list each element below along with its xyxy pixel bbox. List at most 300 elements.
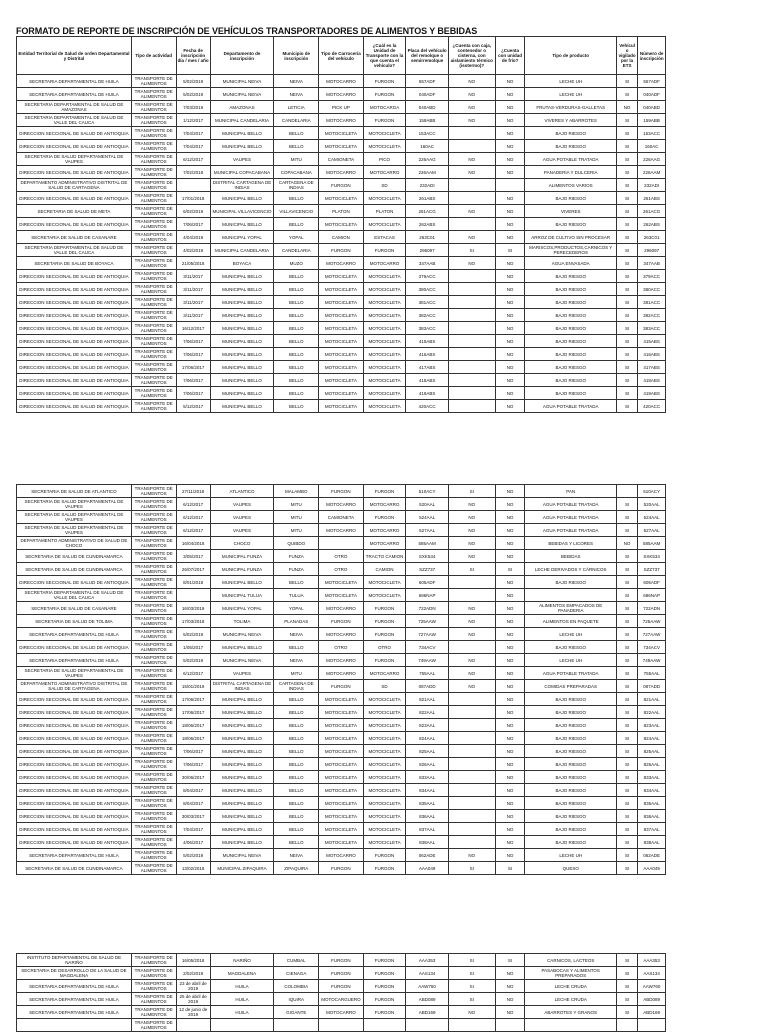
- table-cell: LECHE CRUDA: [525, 993, 616, 1006]
- table-cell: SI: [448, 563, 495, 576]
- table-cell: SI: [495, 954, 525, 967]
- table-cell: SI: [616, 335, 637, 348]
- table-cell: 159ABB: [406, 114, 449, 127]
- table-cell: AGUA POTABLE TRATADA: [525, 400, 616, 413]
- table-cell: TRANSPORTE DE ALIMENTOS: [131, 537, 176, 550]
- table-cell: TRANSPORTE DE ALIMENTOS: [131, 732, 176, 745]
- table-cell: NO: [495, 231, 525, 244]
- table-row: [17, 771, 666, 784]
- table-cell: 16/12/2017: [176, 322, 210, 335]
- table-cell: SI: [616, 244, 637, 257]
- table-cell: [448, 706, 495, 719]
- table-row: [17, 498, 666, 511]
- table-cell: BAJO RIESGO: [525, 641, 616, 654]
- table-cell: TRANSPORTE DE ALIMENTOS: [131, 849, 176, 862]
- table-row: [17, 218, 666, 231]
- table-row: [17, 849, 666, 862]
- table-cell: 16/03/2019: [176, 602, 210, 615]
- table-cell: NO: [495, 114, 525, 127]
- table-cell: 835AAL: [406, 797, 449, 810]
- table-cell: MOTOCARRO: [319, 654, 364, 667]
- table-row: [17, 374, 666, 387]
- table-cell: FURGON: [363, 862, 406, 875]
- table-cell: MUNICIPAL BELLO: [210, 745, 274, 758]
- table-cell: CAMION: [363, 563, 406, 576]
- table-cell: NEIVA: [274, 75, 319, 88]
- table-cell: NO: [448, 88, 495, 101]
- table-cell: MOTOCICLETA: [363, 322, 406, 335]
- table-cell: 585AAM: [638, 537, 666, 550]
- table-row: [17, 192, 666, 205]
- table-cell: 417ABS: [406, 361, 449, 374]
- table-cell: MUNICIPAL NEIVA: [210, 654, 274, 667]
- table-cell: FURGON: [363, 75, 406, 88]
- table-row: [17, 257, 666, 270]
- table-cell: SI: [616, 322, 637, 335]
- table-cell: 087ADD: [638, 680, 666, 693]
- table-cell: PASABOCAS Y ALIMENTOS PREPARADOS: [525, 967, 616, 980]
- table-cell: TRANSPORTE DE ALIMENTOS: [131, 127, 176, 140]
- table-cell: NO: [495, 348, 525, 361]
- table-cell: PLATON: [319, 205, 364, 218]
- table-cell: 686NAP: [638, 589, 666, 602]
- table-cell: TRANSPORTE DE ALIMENTOS: [131, 784, 176, 797]
- table-cell: 557ADF: [638, 75, 666, 88]
- table-cell: AAW760: [638, 980, 666, 993]
- table-cell: NO: [495, 218, 525, 231]
- table-cell: MARISCOS,PRODUCTOS,CARNICOS Y PERECEDEROS: [525, 244, 616, 257]
- table-cell: GIGANTE: [274, 1006, 319, 1019]
- table-cell: 30/03/2017: [176, 810, 210, 823]
- table-cell: MUNICIPAL BELLO: [210, 387, 274, 400]
- table-cell: NO: [495, 719, 525, 732]
- table-cell: SI: [616, 179, 637, 192]
- table-cell: 527AAL: [406, 524, 449, 537]
- table-cell: AGUA POTABLE TRATADA: [525, 498, 616, 511]
- table-cell: NEIVA: [274, 628, 319, 641]
- table-cell: LECHE UH: [525, 654, 616, 667]
- table-cell: PLATON: [363, 205, 406, 218]
- table-cell: 380ACC: [638, 283, 666, 296]
- table-cell: 3/11/2017: [176, 309, 210, 322]
- table-cell: 8/01/2018: [176, 576, 210, 589]
- column-header: Departamento de inscripción: [210, 37, 274, 75]
- table-cell: [319, 1019, 364, 1032]
- table-cell: 418ABS: [638, 374, 666, 387]
- table-row: [17, 1019, 666, 1032]
- table-cell: NEIVA: [274, 88, 319, 101]
- table-cell: TRANSPORTE DE ALIMENTOS: [131, 550, 176, 563]
- table-cell: 749AAW: [406, 654, 449, 667]
- table-cell: MUNICIPAL YOPAL: [210, 602, 274, 615]
- table-cell: TRANSPORTE DE ALIMENTOS: [131, 667, 176, 680]
- table-cell: 834AAL: [638, 784, 666, 797]
- table-cell: ALIMENTOS VARIOS: [525, 179, 616, 192]
- table-cell: [448, 218, 495, 231]
- table-cell: NO: [495, 641, 525, 654]
- table-cell: SI: [616, 140, 637, 153]
- table-cell: 836AAL: [638, 810, 666, 823]
- table-cell: 418ABS: [406, 374, 449, 387]
- table-cell: OTRO: [319, 563, 364, 576]
- table-cell: TRANSPORTE DE ALIMENTOS: [131, 980, 176, 993]
- table-cell: 040ABD: [406, 101, 449, 114]
- table-cell: NO: [495, 667, 525, 680]
- table-cell: MOTOCICLETA: [363, 589, 406, 602]
- table-cell: SI: [616, 758, 637, 771]
- table-cell: SI: [616, 296, 637, 309]
- table-cell: [448, 179, 495, 192]
- table-cell: MOTOCICLETA: [319, 732, 364, 745]
- table-cell: [448, 771, 495, 784]
- table-cell: DIRECCION SECCIONAL DE SALUD DE ANTIOQUIA: [17, 836, 132, 849]
- table-cell: TRANSPORTE DE ALIMENTOS: [131, 576, 176, 589]
- table-cell: 30/06/2017: [176, 771, 210, 784]
- table-cell: [448, 127, 495, 140]
- table-cell: SI: [616, 641, 637, 654]
- table-cell: LECHE CRUDA: [525, 980, 616, 993]
- table-cell: AAS134: [406, 967, 449, 980]
- table-cell: TRANSPORTE DE ALIMENTOS: [131, 114, 176, 127]
- table-cell: TRANSPORTE DE ALIMENTOS: [131, 1006, 176, 1019]
- table-cell: NO: [495, 166, 525, 179]
- table-cell: BAJO RIESGO: [525, 836, 616, 849]
- table-cell: 838AAL: [406, 836, 449, 849]
- table-cell: AGUA POTABLE TRATADA: [525, 667, 616, 680]
- table-cell: BELLO: [274, 335, 319, 348]
- table-cell: TRANSPORTE DE ALIMENTOS: [131, 322, 176, 335]
- table-cell: NO: [495, 270, 525, 283]
- table-cell: ALIMENTOS EMPACADOS DE PANADERIA: [525, 602, 616, 615]
- table-cell: MOTOCICLETA: [319, 218, 364, 231]
- table-cell: MUNICIPAL BELLO: [210, 836, 274, 849]
- table-cell: SI: [616, 400, 637, 413]
- table-cell: MOTOCICLETA: [319, 745, 364, 758]
- table-cell: MUNICIPAL NEIVA: [210, 628, 274, 641]
- table-row: [17, 296, 666, 309]
- table-cell: DIRECCION SECCIONAL DE SALUD DE ANTIOQUIA: [17, 719, 132, 732]
- table-cell: MOTOCARRO: [319, 524, 364, 537]
- table-cell: MUNICIPAL BELLO: [210, 810, 274, 823]
- table-cell: NEIVA: [274, 654, 319, 667]
- table-cell: 7/06/2017: [176, 758, 210, 771]
- table-cell: 823AAL: [406, 719, 449, 732]
- table-cell: 17/06/2017: [176, 693, 210, 706]
- table-cell: PLANADAS: [274, 615, 319, 628]
- table-cell: MUNICIPAL FUNZA: [210, 563, 274, 576]
- table-row: [17, 641, 666, 654]
- table-cell: SI: [448, 485, 495, 498]
- table-cell: DIRECCION SECCIONAL DE SALUD DE ANTIOQUIA: [17, 797, 132, 810]
- table-cell: BELLO: [274, 322, 319, 335]
- table-cell: 823AAL: [638, 719, 666, 732]
- table-cell: SZZ737: [638, 563, 666, 576]
- table-cell: ESTACAS: [363, 231, 406, 244]
- table-cell: MOTOCARRO: [319, 1006, 364, 1019]
- table-cell: SECRETARIA DEPARTAMENTAL DE SALUD DE VALLE DEL CAUCA: [17, 589, 132, 602]
- table-cell: AAA049: [638, 862, 666, 875]
- table-row: [17, 387, 666, 400]
- table-cell: TRANSPORTE DE ALIMENTOS: [131, 693, 176, 706]
- table-cell: MOTOCARRO: [319, 849, 364, 862]
- table-cell: 159ABB: [638, 114, 666, 127]
- table-cell: NO: [448, 153, 495, 166]
- table-cell: MUNICIPAL BELLO: [210, 758, 274, 771]
- table-cell: MUNICIPAL BELLO: [210, 374, 274, 387]
- table-cell: TOLIMA: [210, 615, 274, 628]
- table-cell: NO: [448, 849, 495, 862]
- table-cell: NO: [495, 550, 525, 563]
- table-cell: MOTOCICLETA: [319, 797, 364, 810]
- table-cell: ABD089: [638, 993, 666, 1006]
- table-row: [17, 322, 666, 335]
- table-cell: SI: [616, 576, 637, 589]
- table-cell: TRANSPORTE DE ALIMENTOS: [131, 1019, 176, 1032]
- table-cell: TRANSPORTE DE ALIMENTOS: [131, 758, 176, 771]
- table-cell: SECRETARIA DE SALUD DEPARTAMENTAL DE VAUPES: [17, 667, 132, 680]
- table-cell: NO: [495, 758, 525, 771]
- table-cell: SI: [616, 166, 637, 179]
- table-cell: MUNICIPAL BELLO: [210, 823, 274, 836]
- table-cell: SECRETARIA DE SALUD DEPARTAMENTAL DE VAUPES: [17, 511, 132, 524]
- table-cell: DIRECCION SECCIONAL DE SALUD DE ANTIOQUIA: [17, 348, 132, 361]
- table-cell: DIRECCION SECCIONAL DE SALUD DE ANTIOQUIA: [17, 706, 132, 719]
- table-cell: 160AC: [638, 140, 666, 153]
- table-cell: DIRECCION SECCIONAL DE SALUD DE ANTIOQUIA: [17, 693, 132, 706]
- column-header: Placa del vehículo del remolque o semirremolque: [406, 37, 449, 75]
- column-header: Número de inscripción: [638, 37, 666, 75]
- table-cell: VIVERES: [525, 205, 616, 218]
- table-cell: NO: [495, 628, 525, 641]
- table-cell: SI: [495, 862, 525, 875]
- table-row: [17, 693, 666, 706]
- table-cell: BAJO RIESGO: [525, 270, 616, 283]
- table-cell: 17/06/2017: [176, 361, 210, 374]
- table-cell: TRACTO CAMION: [363, 550, 406, 563]
- table-cell: TRANSPORTE DE ALIMENTOS: [131, 485, 176, 498]
- table-cell: FUNZA: [274, 563, 319, 576]
- table-cell: FURGON: [363, 849, 406, 862]
- table-cell: SI: [616, 127, 637, 140]
- table-cell: NO: [495, 823, 525, 836]
- column-header: ¿Cuenta con unidad de frío?: [495, 37, 525, 75]
- table-cell: NO: [495, 374, 525, 387]
- table-cell: 755AAL: [638, 667, 666, 680]
- table-cell: TRANSPORTE DE ALIMENTOS: [131, 244, 176, 257]
- table-cell: CAMIONETA: [319, 511, 364, 524]
- table-cell: SECRETARIA DE DESARROLLO DE LA SALUD DE MAGDALENA: [17, 967, 132, 980]
- table-cell: 416ABS: [406, 348, 449, 361]
- table-cell: NO: [495, 192, 525, 205]
- table-cell: 226AAG: [406, 153, 449, 166]
- table-cell: DIRECCION SECCIONAL DE SALUD DE ANTIOQUIA: [17, 140, 132, 153]
- table-cell: NO: [448, 231, 495, 244]
- table-cell: MOTOCICLETA: [319, 758, 364, 771]
- table-cell: VAUPES: [210, 153, 274, 166]
- table-cell: FURGON: [319, 954, 364, 967]
- table-cell: MOTOCARRO: [363, 537, 406, 550]
- table-cell: SI: [616, 954, 637, 967]
- table-row: [17, 810, 666, 823]
- table-cell: MUNICIPAL CANDELARIA: [210, 244, 274, 257]
- table-cell: TRANSPORTE DE ALIMENTOS: [131, 192, 176, 205]
- table-cell: SI: [616, 498, 637, 511]
- table-cell: 7/02/2018: [176, 166, 210, 179]
- table-cell: MUNICIPAL BELLO: [210, 218, 274, 231]
- table-cell: MUNICIPAL BELLO: [210, 361, 274, 374]
- table-cell: 417ABS: [638, 361, 666, 374]
- table-cell: SI: [616, 88, 637, 101]
- table-cell: 7/04/2017: [176, 140, 210, 153]
- table-cell: [448, 589, 495, 602]
- table-cell: MOTOCARRO: [319, 257, 364, 270]
- table-cell: 21/05/2018: [176, 257, 210, 270]
- table-cell: FURGON: [363, 993, 406, 1006]
- table-cell: NO: [495, 980, 525, 993]
- table-cell: 18/06/2017: [176, 719, 210, 732]
- table-cell: TRANSPORTE DE ALIMENTOS: [131, 348, 176, 361]
- table-cell: MOTOCARRO: [319, 166, 364, 179]
- table-cell: SI: [616, 993, 637, 1006]
- column-header: Tipo de actividad: [131, 37, 176, 75]
- table-cell: [448, 719, 495, 732]
- table-cell: NO: [448, 101, 495, 114]
- table-cell: SECRETARIA DE SALUD DEPARTAMENTAL DE VAUPES: [17, 498, 132, 511]
- table-cell: NO: [448, 511, 495, 524]
- table-cell: TRANSPORTE DE ALIMENTOS: [131, 589, 176, 602]
- table-row: [17, 114, 666, 127]
- table-cell: [210, 1019, 274, 1032]
- table-cell: NO: [495, 498, 525, 511]
- table-cell: MOTOCICLETA: [319, 810, 364, 823]
- table-cell: 822AAL: [406, 706, 449, 719]
- table-cell: MUNICIPAL NEIVA: [210, 75, 274, 88]
- table-cell: AGUA POTABLE TRATADA: [525, 153, 616, 166]
- table-cell: [495, 179, 525, 192]
- table-cell: OTRO: [319, 550, 364, 563]
- table-cell: NO: [495, 732, 525, 745]
- table-row: [17, 980, 666, 993]
- table-cell: [525, 589, 616, 602]
- table-row: [17, 1006, 666, 1019]
- table-cell: 415ABS: [638, 335, 666, 348]
- table-cell: NO: [448, 205, 495, 218]
- table-cell: FURGON: [319, 967, 364, 980]
- table-cell: MOTOCICLETA: [363, 335, 406, 348]
- table-cell: SECRETARIA DEPARTAMENTAL DE HUILA: [17, 993, 132, 1006]
- table-cell: [525, 1019, 616, 1032]
- table-row: [17, 283, 666, 296]
- table-cell: TRANSPORTE DE ALIMENTOS: [131, 823, 176, 836]
- table-cell: 7/06/2017: [176, 374, 210, 387]
- table-cell: BAJO RIESGO: [525, 322, 616, 335]
- table-row: [17, 348, 666, 361]
- table-cell: TRANSPORTE DE ALIMENTOS: [131, 205, 176, 218]
- table-cell: 261ACG: [406, 205, 449, 218]
- table-cell: SI: [616, 615, 637, 628]
- table-cell: MOTOCARRO: [319, 667, 364, 680]
- table-cell: NO: [448, 602, 495, 615]
- table-cell: BAJO RIESGO: [525, 797, 616, 810]
- table-cell: SECRETARIA DEPARTAMENTAL DE HUILA: [17, 628, 132, 641]
- table-cell: NO: [495, 101, 525, 114]
- table-cell: 415ABS: [406, 335, 449, 348]
- table-row: [17, 745, 666, 758]
- table-cell: 6/12/2017: [176, 498, 210, 511]
- table-cell: BAJO RIESGO: [525, 361, 616, 374]
- table-row: [17, 101, 666, 114]
- table-cell: [363, 1019, 406, 1032]
- table-cell: DIRECCION SECCIONAL DE SALUD DE ANTIOQUIA: [17, 771, 132, 784]
- table-cell: [176, 589, 210, 602]
- table-cell: [448, 784, 495, 797]
- table-cell: [176, 1019, 210, 1032]
- table-cell: MUNICIPAL BELLO: [210, 283, 274, 296]
- table-cell: MOTOCICLETA: [363, 706, 406, 719]
- table-cell: NO: [495, 654, 525, 667]
- table-cell: MUNICIPAL BELLO: [210, 296, 274, 309]
- table-cell: AAS134: [638, 967, 666, 980]
- table-cell: SI: [616, 667, 637, 680]
- table-cell: MOTOCARGUERO: [319, 993, 364, 1006]
- table-cell: NO: [495, 88, 525, 101]
- table-cell: NO: [495, 993, 525, 1006]
- table-cell: MOTOCICLETA: [363, 218, 406, 231]
- table-cell: HUILA: [210, 1006, 274, 1019]
- table-cell: NO: [495, 361, 525, 374]
- table-cell: ALIMENTOS EN PAQUETE: [525, 615, 616, 628]
- table-cell: 17/06/2017: [176, 706, 210, 719]
- table-cell: NEIVA: [274, 849, 319, 862]
- table-cell: MOTOCICLETA: [363, 270, 406, 283]
- column-header: Municipio de inscripción: [274, 37, 319, 75]
- table-cell: 17/01/2018: [176, 192, 210, 205]
- table-cell: FURGON: [319, 980, 364, 993]
- table-cell: SI: [616, 862, 637, 875]
- table-cell: BELLO: [274, 283, 319, 296]
- table-row: [17, 75, 666, 88]
- table-cell: AAW760: [406, 980, 449, 993]
- table-cell: [448, 322, 495, 335]
- table-cell: TRANSPORTE DE ALIMENTOS: [131, 75, 176, 88]
- table-cell: 838AAL: [638, 836, 666, 849]
- table-cell: 2/02/2018: [176, 967, 210, 980]
- table-cell: 557ADF: [406, 75, 449, 88]
- table-cell: COLOMBIA: [274, 980, 319, 993]
- table-cell: 6/12/2017: [176, 511, 210, 524]
- table-cell: NO: [495, 810, 525, 823]
- table-cell: NO: [448, 498, 495, 511]
- table-cell: 261ACG: [638, 205, 666, 218]
- table-cell: LECHE UH: [525, 75, 616, 88]
- table-cell: NO: [495, 836, 525, 849]
- table-cell: NO: [495, 589, 525, 602]
- table-cell: COPACABANA: [274, 166, 319, 179]
- table-cell: TRANSPORTE DE ALIMENTOS: [131, 524, 176, 537]
- table-cell: SI: [616, 784, 637, 797]
- table-cell: DIRECCION SECCIONAL DE SALUD DE ANTIOQUIA: [17, 732, 132, 745]
- table-row: [17, 166, 666, 179]
- table-cell: 062ADE: [638, 849, 666, 862]
- table-cell: ABD169: [406, 1006, 449, 1019]
- table-cell: NO: [495, 257, 525, 270]
- table-row: [17, 758, 666, 771]
- table-cell: SI: [616, 153, 637, 166]
- table-cell: SI: [616, 511, 637, 524]
- table-cell: HUILA: [210, 993, 274, 1006]
- table-cell: 062ADE: [406, 849, 449, 862]
- table-cell: NO: [495, 400, 525, 413]
